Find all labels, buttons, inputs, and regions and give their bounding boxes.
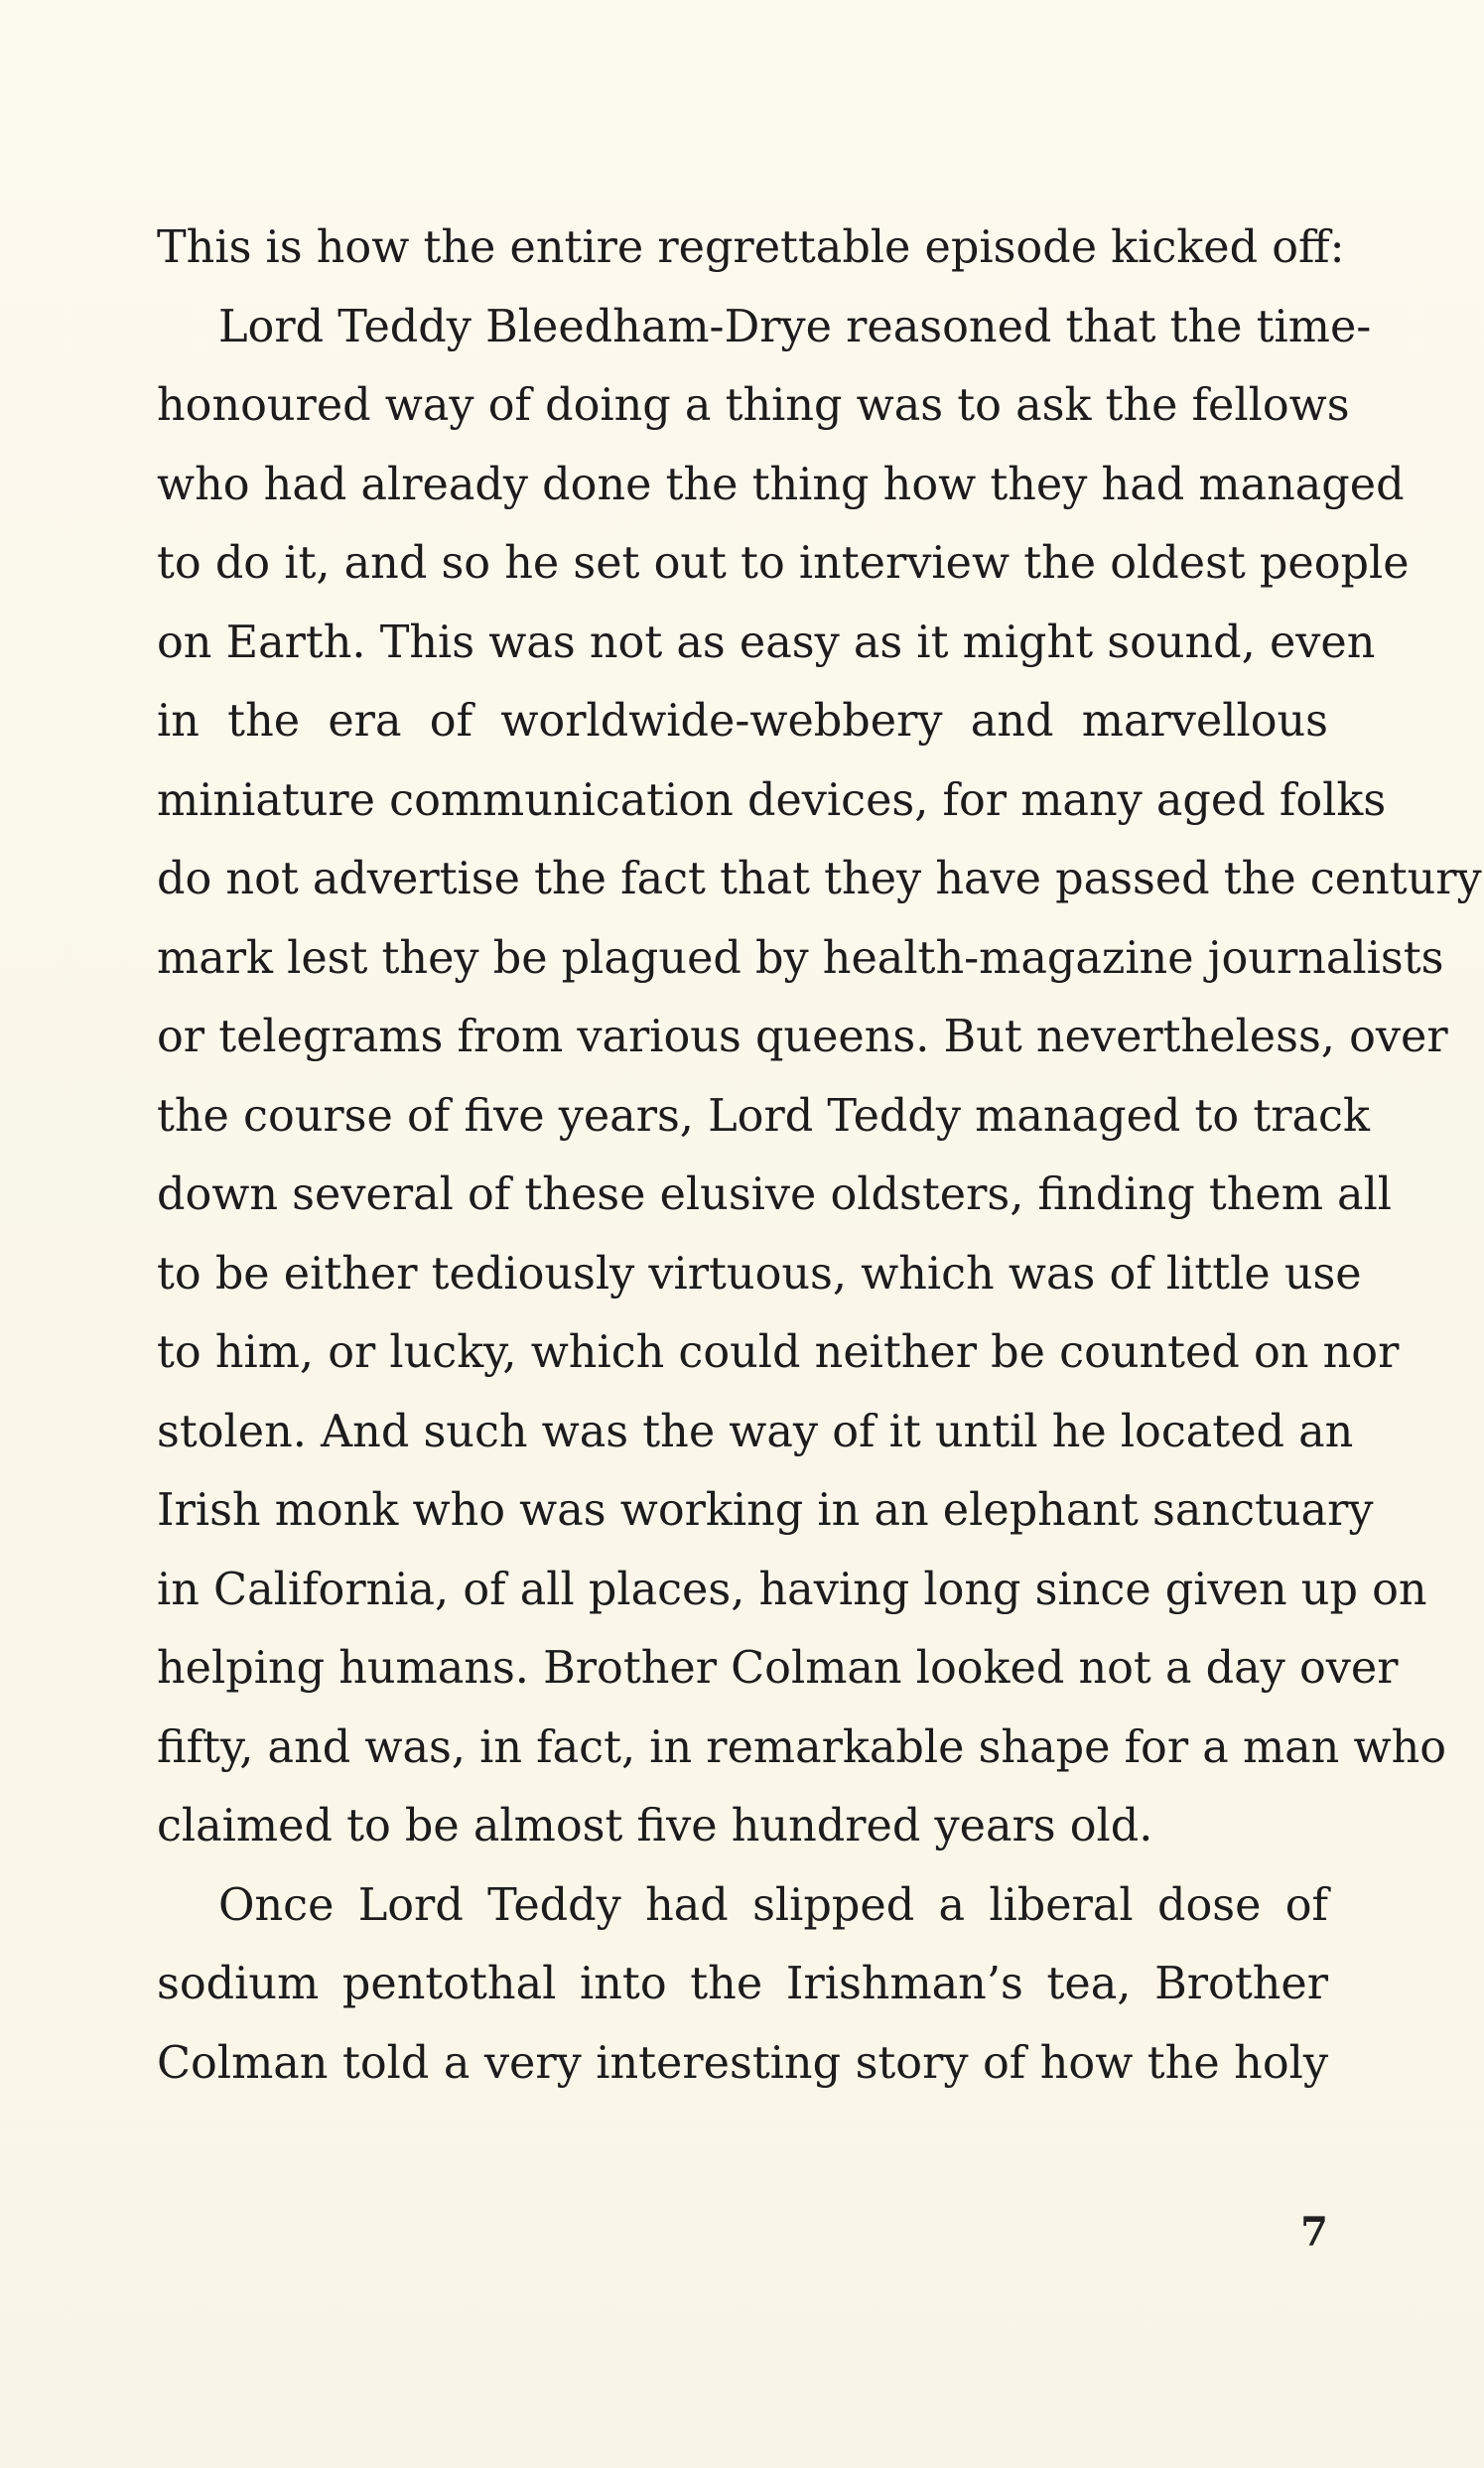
text-line: to be either tediously virtuous, which was of little use — [157, 1248, 1362, 1300]
text-line: who had already done the thing how they had managed — [157, 459, 1405, 510]
text-line: Irish monk who was working in an elephant sanctuary — [157, 1485, 1374, 1536]
text-line: the course of five years, Lord Teddy managed to track — [157, 1090, 1370, 1142]
text-line: sodium pentothal into the Irishman’s tea, Brother — [157, 1959, 1328, 2009]
text-line: miniature communication devices, for many aged folks — [157, 774, 1387, 826]
text-line: honoured way of doing a thing was to ask the fellows — [157, 380, 1350, 431]
page-number: 7 — [1300, 2209, 1328, 2256]
text-line: in California, of all places, having long since given up on — [157, 1564, 1427, 1615]
text-line: down several of these elusive oldsters, finding them all — [157, 1169, 1393, 1220]
text-line: fifty, and was, in fact, in remarkable shape for a man who — [157, 1721, 1447, 1773]
text-line: This is how the entire regrettable episode kicked off: — [157, 222, 1345, 273]
text-line: to him, or lucky, which could neither be counted on nor — [157, 1327, 1400, 1378]
text-line: stolen. And such was the way of it until he located an — [157, 1406, 1354, 1457]
text-line: mark lest they be plagued by health-magazine journalists — [157, 932, 1444, 984]
text-line: in the era of worldwide-webbery and marvellous — [157, 696, 1328, 747]
text-line: helping humans. Brother Colman looked not a day over — [157, 1643, 1399, 1694]
text-line: Lord Teddy Bleedham-Drye reasoned that the time- — [218, 301, 1372, 352]
text-line: to do it, and so he set out to interview the oldest people — [157, 538, 1410, 589]
body-text — [157, 208, 1482, 2103]
text-line: do not advertise the fact that they have passed the century — [157, 854, 1482, 904]
text-line: claimed to be almost five hundred years old. — [157, 1801, 1153, 1851]
text-line: Once Lord Teddy had slipped a liberal dose of — [218, 1879, 1328, 1931]
text-line: or telegrams from various queens. But nevertheless, over — [157, 1012, 1448, 1062]
text-line: Colman told a very interesting story of how the holy — [157, 2037, 1328, 2089]
text-line: on Earth. This was not as easy as it might sound, even — [157, 617, 1376, 668]
